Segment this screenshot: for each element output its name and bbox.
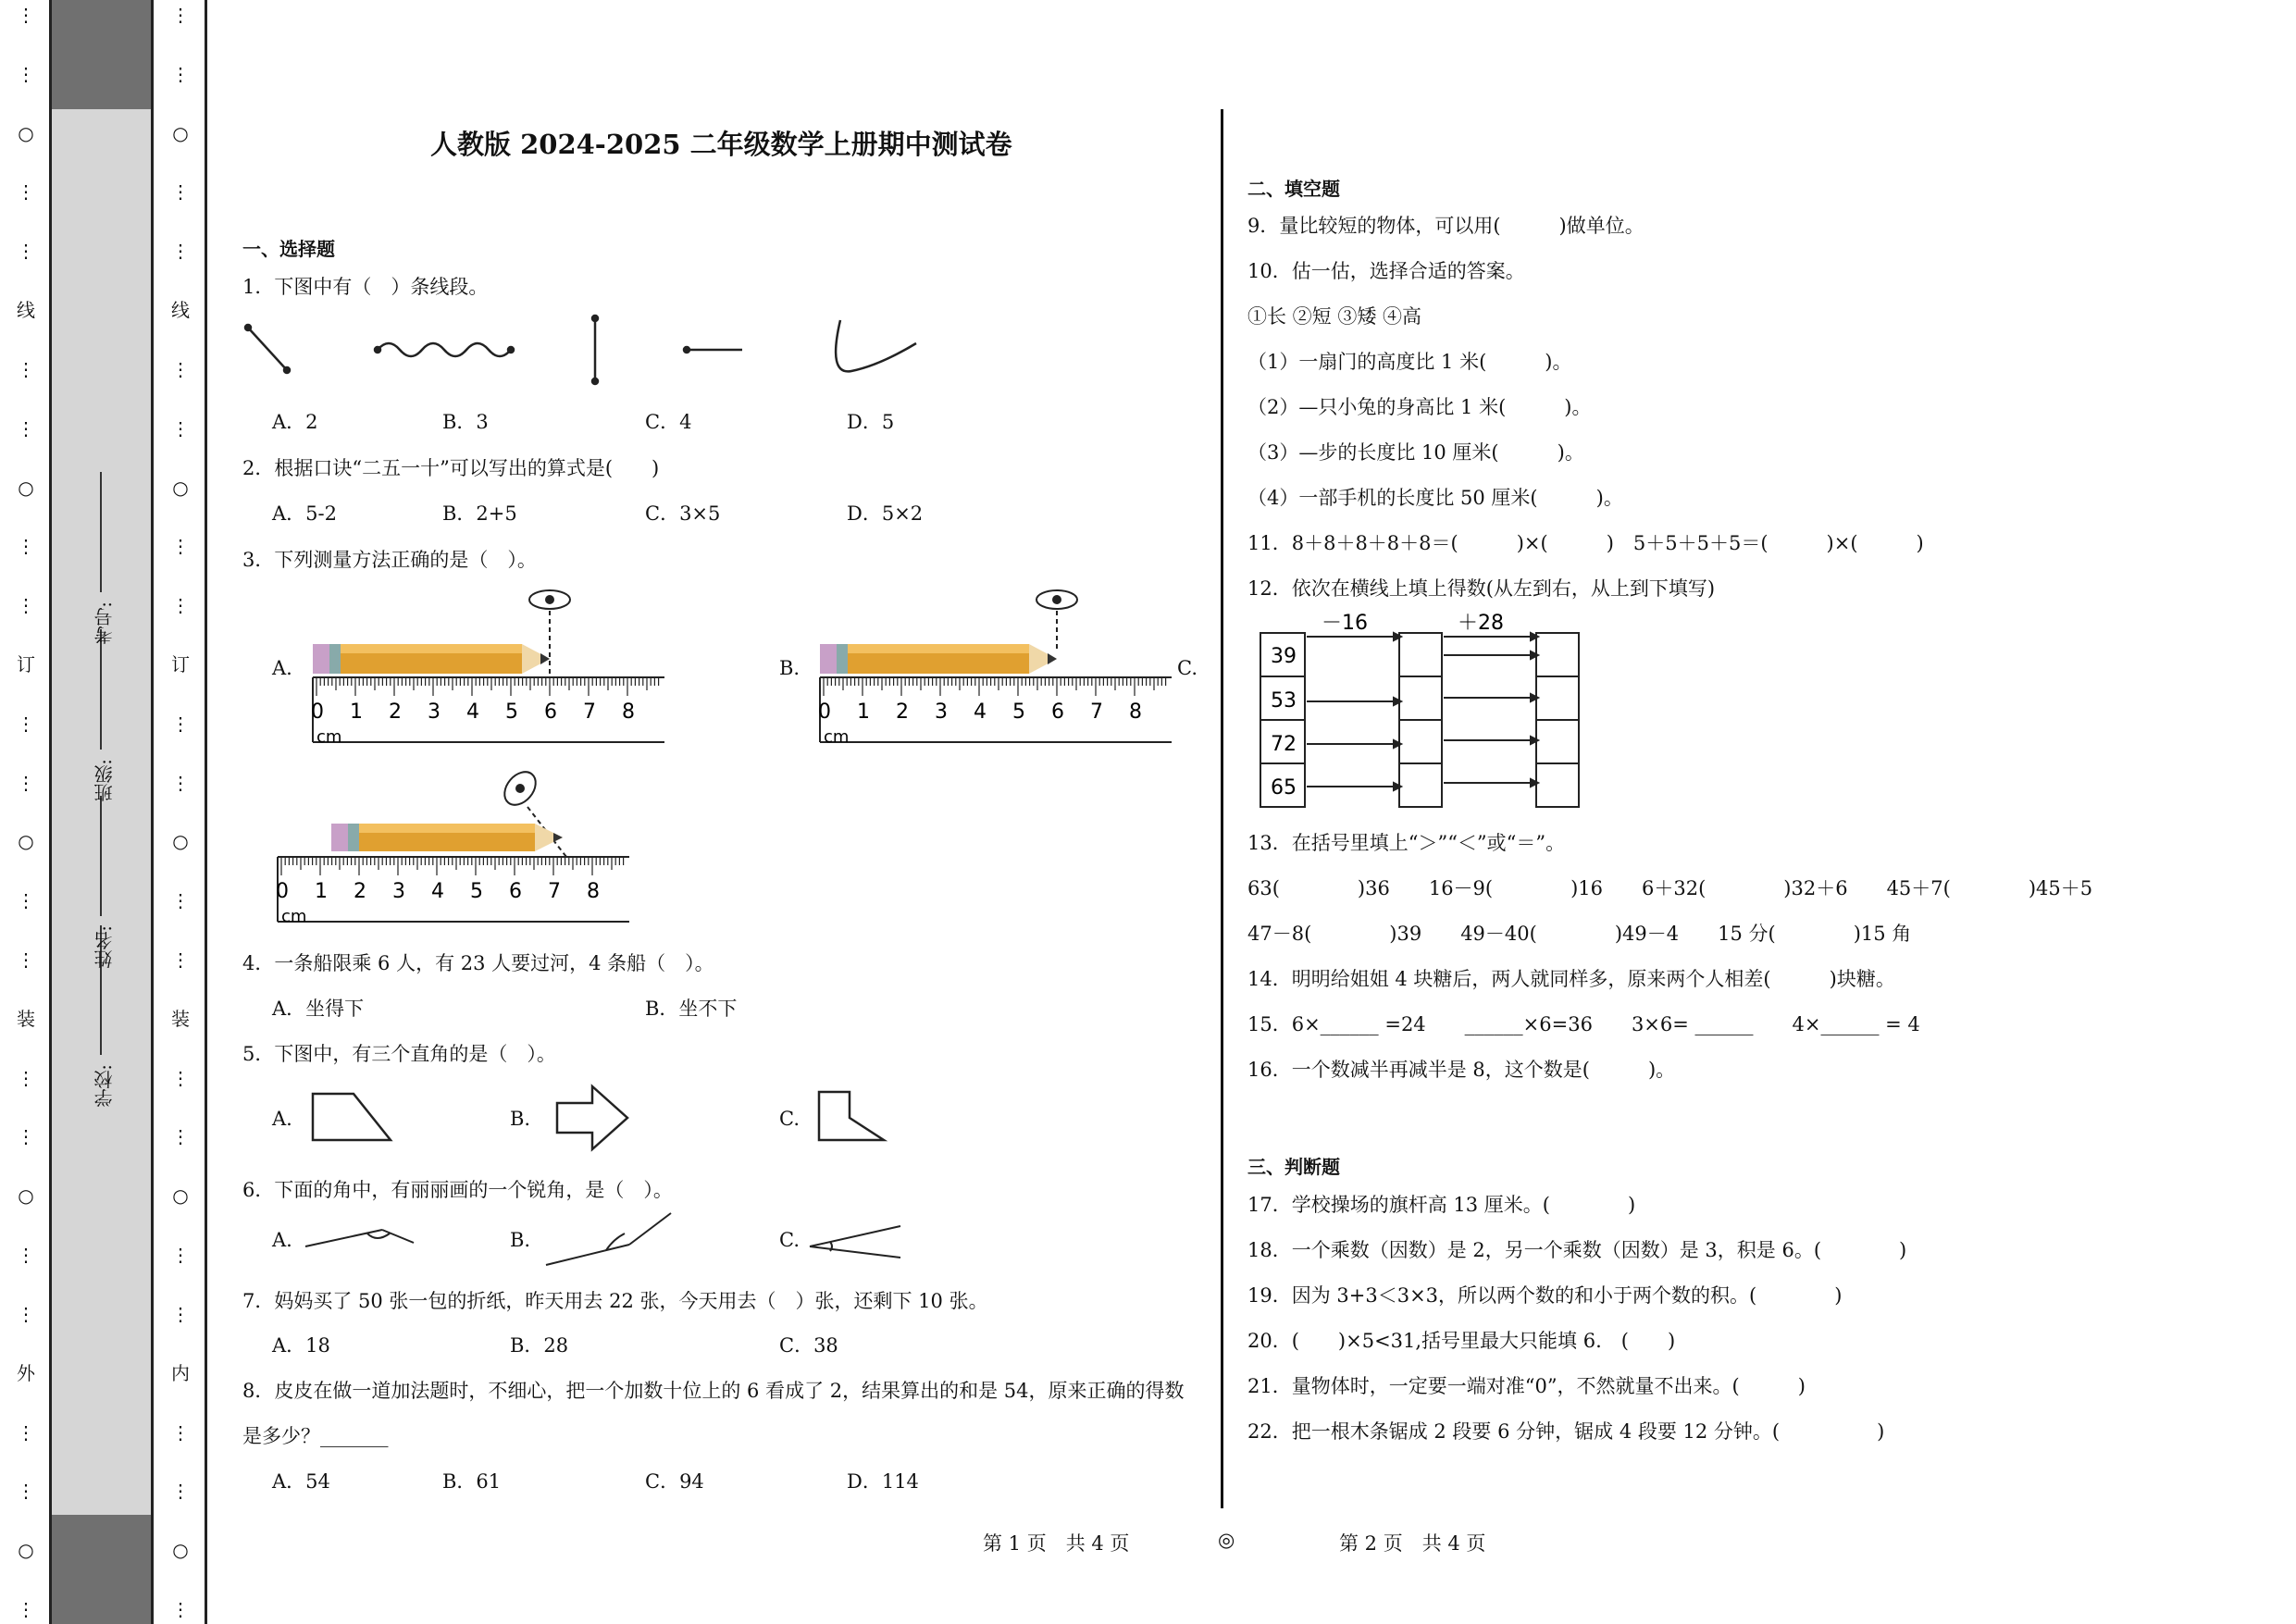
ruler-label: 0 [311,700,324,724]
q12-value: 72 [1271,733,1297,756]
q2-option-b: B．2+5 [442,502,517,525]
q1-option-d: D．5 [847,411,895,433]
q3-option-a: A. [272,657,292,679]
ruler-label: 2 [896,700,909,724]
id-label: 考号: [93,601,116,645]
column-divider [1221,109,1223,1508]
ruler-label: 6 [509,880,522,903]
question-10-1: （1）一扇门的高度比 1 米( )。 [1247,351,1572,373]
question-14: 14．明明给姐姐 4 块糖后，两人就同样多，原来两个人相差( )块糖。 [1247,968,1895,990]
ruler-label: 8 [622,700,635,724]
question-7: 7．妈妈买了 50 张一包的折纸，昨天用去 22 张，今天用去（ ）张，还剩下 10 张。 [242,1290,988,1312]
q8-option-b: B．61 [442,1470,502,1493]
ruler-label: 8 [587,880,600,903]
q6-option-c: C. [779,1229,800,1251]
question-10-options: ①长 ②短 ③矮 ④高 [1247,305,1422,328]
question-16: 16．一个数减半再减半是 8，这个数是( )。 [1247,1059,1676,1081]
question-19: 19．因为 3+3＜3×3，所以两个数的和小于两个数的积。( ) [1247,1284,1843,1307]
q4-option-a: A．坐得下 [272,998,365,1020]
ruler-label: 1 [315,880,328,903]
ruler-a-svg [313,583,683,750]
q5-option-a: A. [272,1108,292,1130]
q8-option-c: C．94 [645,1470,704,1493]
q6-option-b: B. [510,1229,531,1251]
q3-option-c: C. [1177,657,1198,679]
question-10-3: （3）—步的长度比 10 厘米( )。 [1247,441,1584,464]
ruler-label: 7 [548,880,561,903]
question-20: 20．( )×5<31,括号里最大只能填 6. ( ) [1247,1330,1676,1352]
question-22: 22．把一根木条锯成 2 段要 6 分钟，锯成 4 段要 12 分钟。( ) [1247,1420,1885,1443]
q12-value: 65 [1271,776,1297,800]
q12-value: 53 [1271,689,1297,713]
question-3: 3．下列测量方法正确的是（ ）。 [242,549,537,571]
ruler-unit: cm [824,727,850,747]
ruler-figure-b [820,583,1190,753]
q6-angles [301,1208,930,1272]
question-9: 9．量比较短的物体，可以用( )做单位。 [1247,215,1644,237]
q5-option-c: C. [779,1108,800,1130]
info-strip [49,0,154,1624]
q1-option-a: A．2 [272,411,318,433]
ruler-label: 4 [974,700,987,724]
ruler-label: 0 [276,880,289,903]
q12-value: 39 [1271,645,1297,668]
question-13-row2: 47－8( )39 49－40( )49－4 15 分( )15 角 [1247,923,1912,945]
q5-option-b: B. [510,1108,531,1130]
question-10: 10．估一估，选择合适的答案。 [1247,260,1525,282]
q6-option-a: A. [272,1229,292,1251]
q3-option-b: B. [779,657,800,679]
q8-option-d: D．114 [847,1470,919,1493]
ruler-label: 5 [1012,700,1025,724]
q7-option-b: B．28 [510,1334,569,1357]
q12-diagram [1259,612,1629,811]
ruler-b-svg [820,583,1190,750]
name-label: 姓名: [93,925,116,969]
question-8-line1: 8．皮皮在做一道加法题时，不细心，把一个加数十位上的 6 看成了 2，结果算出的和是 54，原来正确的得数 [242,1380,1185,1402]
question-18: 18．一个乘数（因数）是 2，另一个乘数（因数）是 3，积是 6。( ) [1247,1239,1907,1261]
question-21: 21．量物体时，一定要一端对准“0”，不然就量不出来。( ) [1247,1375,1806,1397]
footer-mark: ◎ [1218,1529,1235,1551]
ruler-label: 1 [350,700,363,724]
q2-option-a: A．5-2 [272,502,337,525]
q2-option-d: D．5×2 [847,502,924,525]
question-13-row1: 63( )36 16－9( )16 6＋32( )32＋6 45＋7( )45＋5 [1247,877,2093,899]
ruler-label: 1 [857,700,870,724]
ruler-label: 6 [1051,700,1064,724]
q12-op-minus: －16 [1322,612,1368,635]
school-label: 学校: [93,1064,116,1108]
q1-figures [239,315,924,389]
class-label: 班级: [93,759,116,802]
footer-page-left: 第 1 页 共 4 页 [983,1532,1130,1555]
section-heading-fill: 二、填空题 [1247,178,1340,200]
ruler-figure-a [313,583,683,753]
ruler-c-svg [278,768,648,935]
ruler-label: 5 [470,880,483,903]
question-12: 12．依次在横线上填上得数(从左到右，从上到下填写) [1247,577,1716,600]
ruler-unit: cm [316,727,342,747]
q1-option-b: B．3 [442,411,489,433]
question-6: 6．下面的角中，有丽丽画的一个锐角，是（ ）。 [242,1179,673,1201]
ruler-label: 3 [392,880,405,903]
question-5: 5．下图中，有三个直角的是（ ）。 [242,1043,556,1065]
ruler-unit: cm [281,907,307,926]
ruler-label: 0 [818,700,831,724]
question-17: 17．学校操场的旗杆高 13 厘米。( ) [1247,1194,1636,1216]
ruler-label: 2 [354,880,366,903]
question-10-2: （2）—只小兔的身高比 1 米( )。 [1247,396,1592,418]
q5-shapes [305,1083,916,1152]
q1-option-c: C．4 [645,411,692,433]
question-13: 13．在括号里填上“＞”“＜”或“＝”。 [1247,832,1566,854]
question-1: 1．下图中有（ ）条线段。 [242,276,489,298]
ruler-label: 3 [428,700,441,724]
inner-cut-line: ⋮ ⋮ ○ ⋮ ⋮ 线 ⋮ ⋮ ○ ⋮ ⋮ 订 ⋮ ⋮ ○ ⋮ ⋮ 装 ⋮ ⋮ ○ ⋮ ⋮ 内 ⋮ ⋮ ○ ⋮ [171,4,190,1620]
question-11: 11．8＋8＋8＋8＋8＝( )×( ) 5＋5＋5＋5＝( )×( ) [1247,532,1924,554]
q2-option-c: C．3×5 [645,502,721,525]
ruler-label: 8 [1129,700,1142,724]
ruler-label: 4 [466,700,479,724]
ruler-label: 5 [505,700,518,724]
question-4: 4．一条船限乘 6 人，有 23 人要过河，4 条船（ ）。 [242,952,714,974]
section-heading-judge: 三、判断题 [1247,1156,1340,1178]
question-10-4: （4）一部手机的长度比 50 厘米( )。 [1247,487,1623,509]
q8-option-a: A．54 [272,1470,330,1493]
q7-option-c: C．38 [779,1334,838,1357]
ruler-label: 7 [1090,700,1103,724]
q12-op-plus: ＋28 [1458,612,1504,635]
ruler-label: 6 [544,700,557,724]
q4-option-b: B．坐不下 [645,998,738,1020]
ruler-label: 2 [389,700,402,724]
question-8-line2: 是多少？_______ [242,1425,389,1447]
q7-option-a: A．18 [272,1334,330,1357]
ruler-label: 4 [431,880,444,903]
page-title: 人教版 2024-2025 二年级数学上册期中测试卷 [430,129,1012,160]
footer-page-right: 第 2 页 共 4 页 [1339,1532,1486,1555]
binding-margin [0,0,207,1624]
section-heading-choice: 一、选择题 [242,238,335,260]
ruler-label: 7 [583,700,596,724]
question-15: 15．6×______ =24 ______×6=36 3×6= ______ 4×______ = 4 [1247,1013,1920,1035]
question-2: 2．根据口诀“二五一十”可以写出的算式是( ) [242,457,660,479]
ruler-figure-c [278,768,648,938]
outer-cut-line: ⋮ ⋮ ○ ⋮ ⋮ 线 ⋮ ⋮ ○ ⋮ ⋮ 订 ⋮ ⋮ ○ ⋮ ⋮ 装 ⋮ ⋮ ○ ⋮ ⋮ 外 ⋮ ⋮ ○ ⋮ [17,4,35,1620]
ruler-label: 3 [935,700,948,724]
